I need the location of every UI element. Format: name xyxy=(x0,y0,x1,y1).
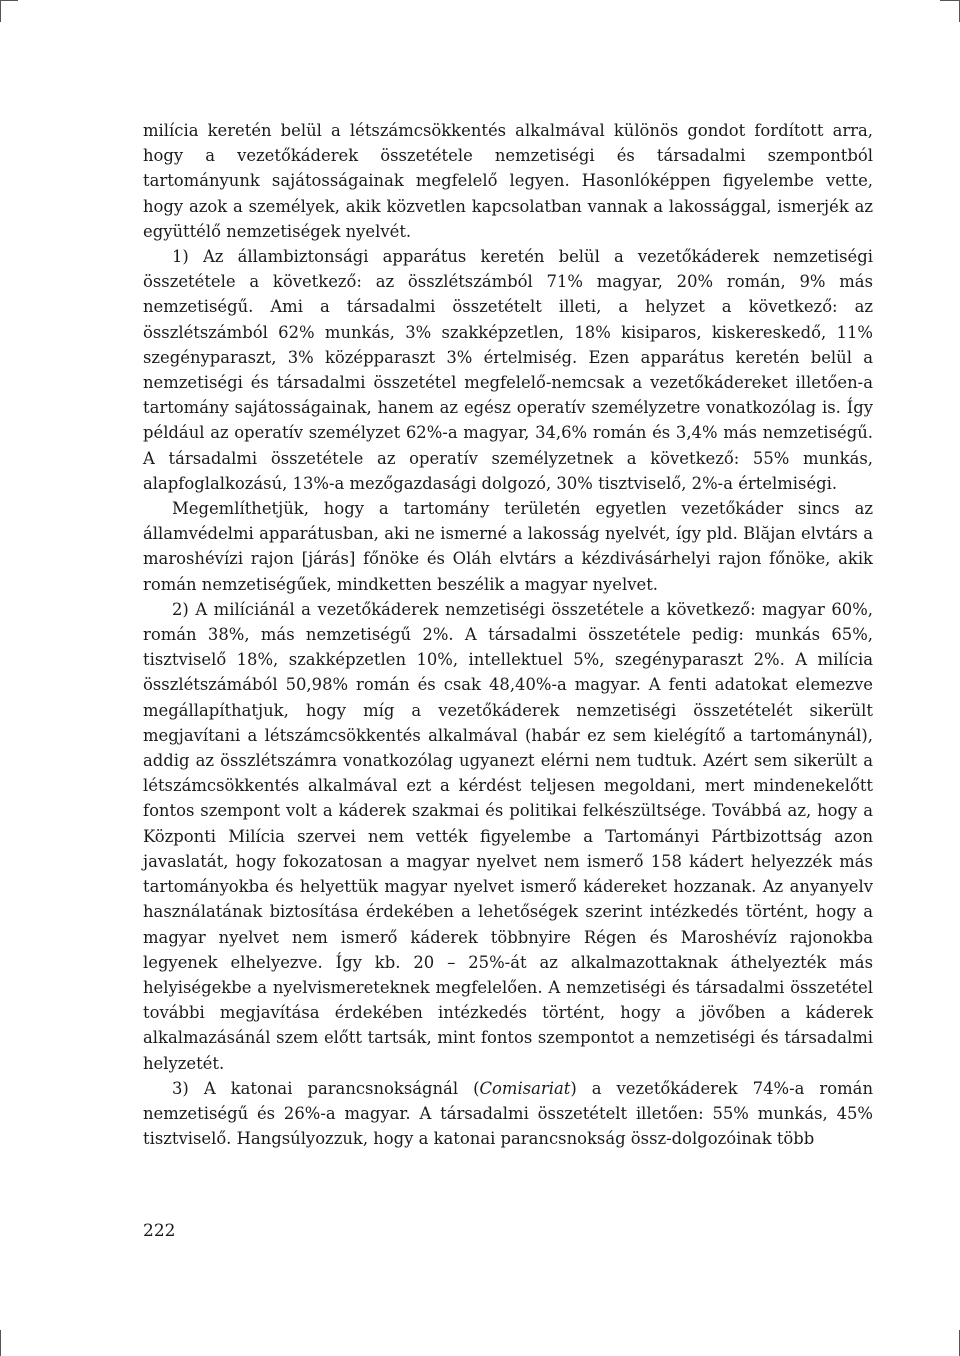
paragraph-1: milícia keretén belül a létszámcsökkentés alkalmával különös gondot fordított arra, hogy a vezetőkáderek összetétele nemzetiségi és társadalmi szempontból tartományunk sajátosságainak megfelelő legyen. Hasonlóképpen figyelembe vette, hogy azok a személyek, akik közvetlen kapcsolatban vannak a lakossággal, ismerjék az együttélő nemzetiségek nyelvét. xyxy=(143,121,873,241)
paragraph-5-end: ) a vezetőkáderek 74%-a román nemzetiségű és 26%-a magyar. A társadalmi összetételt illetően: 55% munkás, 45% tisztviselő. Hangsúlyozzuk, hogy a katonai parancsnokság össz-dolgozóinak több xyxy=(143,1078,874,1149)
crop-mark-top-right xyxy=(940,0,959,1)
body-text xyxy=(143,118,873,1151)
paragraph-3: Megemlíthetjük, hogy a tartomány területén egyetlen vezetőkáder sincs az államvédelmi apparátusban, aki ne ismerné a lakosság nyelvét, így pld. Blăjan elvtárs a maroshévízi rajon [járás] főnöke és Oláh elvtárs a kézdivásárhelyi rajon főnöke, akik román nemzetiségűek, mindketten beszélik a magyar nyelvet. xyxy=(143,499,873,594)
paragraph-4: 2) A milíciánál a vezetőkáderek nemzetiségi összetétele a következő: magyar 60%, román 38%, más nemzetiségű 2%. A társadalmi összetétele pedig: munkás 65%, tisztviselő 18%, szakképzetlen 10%, intellektuel 5%, szegényparaszt 2%. A milícia összlétszámából 50,98% román és csak 48,40%-a magyar. A fenti adatokat elemezve megállapíthatjuk, hogy míg a vezetőkáderek nemzetiségi összetételét sikerült megjavítani a létszámcsökkentés alkalmával (habár ez sem kielégítő a tartománynál), addig az összlétszámra vonatkozólag ugyanezt elérni nem tudtuk. Azért sem sikerült a létszámcsökkentés alkalmával ezt a kérdést teljesen megoldani, mert mindenekelőtt fontos szempont volt a káderek szakmai és politikai felkészültsége. Továbbá az, hogy a Központi Milícia szervei nem vették figyelembe a Tartományi Pártbizottság azon javaslatát, hogy fokozatosan a magyar nyelvet nem ismerő 158 kádert helyezzék más tartományokba és helyettük magyar nyelvet ismerő kádereket hozzanak. Az anyanyelv használatának biztosítása érdekében a lehetőségek szerint intézkedés történt, hogy a magyar nyelvet nem ismerő káderek többnyire Régen és Maroshévíz rajonokba legyenek elhelyezve. Így kb. 20 – 25%-át az alkalmazottaknak áthelyezték más helyiségekbe a nyelvismereteknek megfelelően. A nemzetiségi és társadalmi összetétel további megjavítása érdekében intézkedés történt, hogy a jövőben a káderek alkalmazásánál szem előtt tartsák, mint fontos szempontot a nemzetiségi és társadalmi helyzetét. xyxy=(143,599,873,1073)
paragraph-5-italic-term: Comisariat xyxy=(479,1078,571,1098)
paragraph-5-start: 3) A katonai parancsnokságnál ( xyxy=(172,1078,480,1098)
crop-mark-top-left xyxy=(0,0,1,22)
paragraph-5 xyxy=(143,1076,873,1152)
crop-mark-bottom-left xyxy=(0,1330,1,1356)
crop-mark-top-left xyxy=(0,0,18,1)
page-number: 222 xyxy=(143,1221,176,1241)
paragraph-2: 1) Az állambiztonsági apparátus keretén belül a vezetőkáderek nemzetiségi összetétele a következő: az összlétszámból 71% magyar, 20% román, 9% más nemzetiségű. Ami a társadalmi összetételt illeti, a helyzet a következő: az összlétszámból 62% munkás, 3% szakképzetlen, 18% kisiparos, kiskereskedő, 11% szegényparaszt, 3% középparaszt 3% értelmiség. Ezen apparátus keretén belül a nemzetiségi és társadalmi összetétel megfelelő-nemcsak a vezetőkádereket illetően-a tartomány sajátosságainak, hanem az egész operatív személyzetre vonatkozólag is. Így például az operatív személyzet 62%-a magyar, 34,6% román és 3,4% más nemzetiségű. A társadalmi összetétele az operatív személyzetnek a következő: 55% munkás, alapfoglalkozású, 13%-a mezőgazdasági dolgozó, 30% tisztviselő, 2%-a értelmiségi. xyxy=(143,247,873,493)
